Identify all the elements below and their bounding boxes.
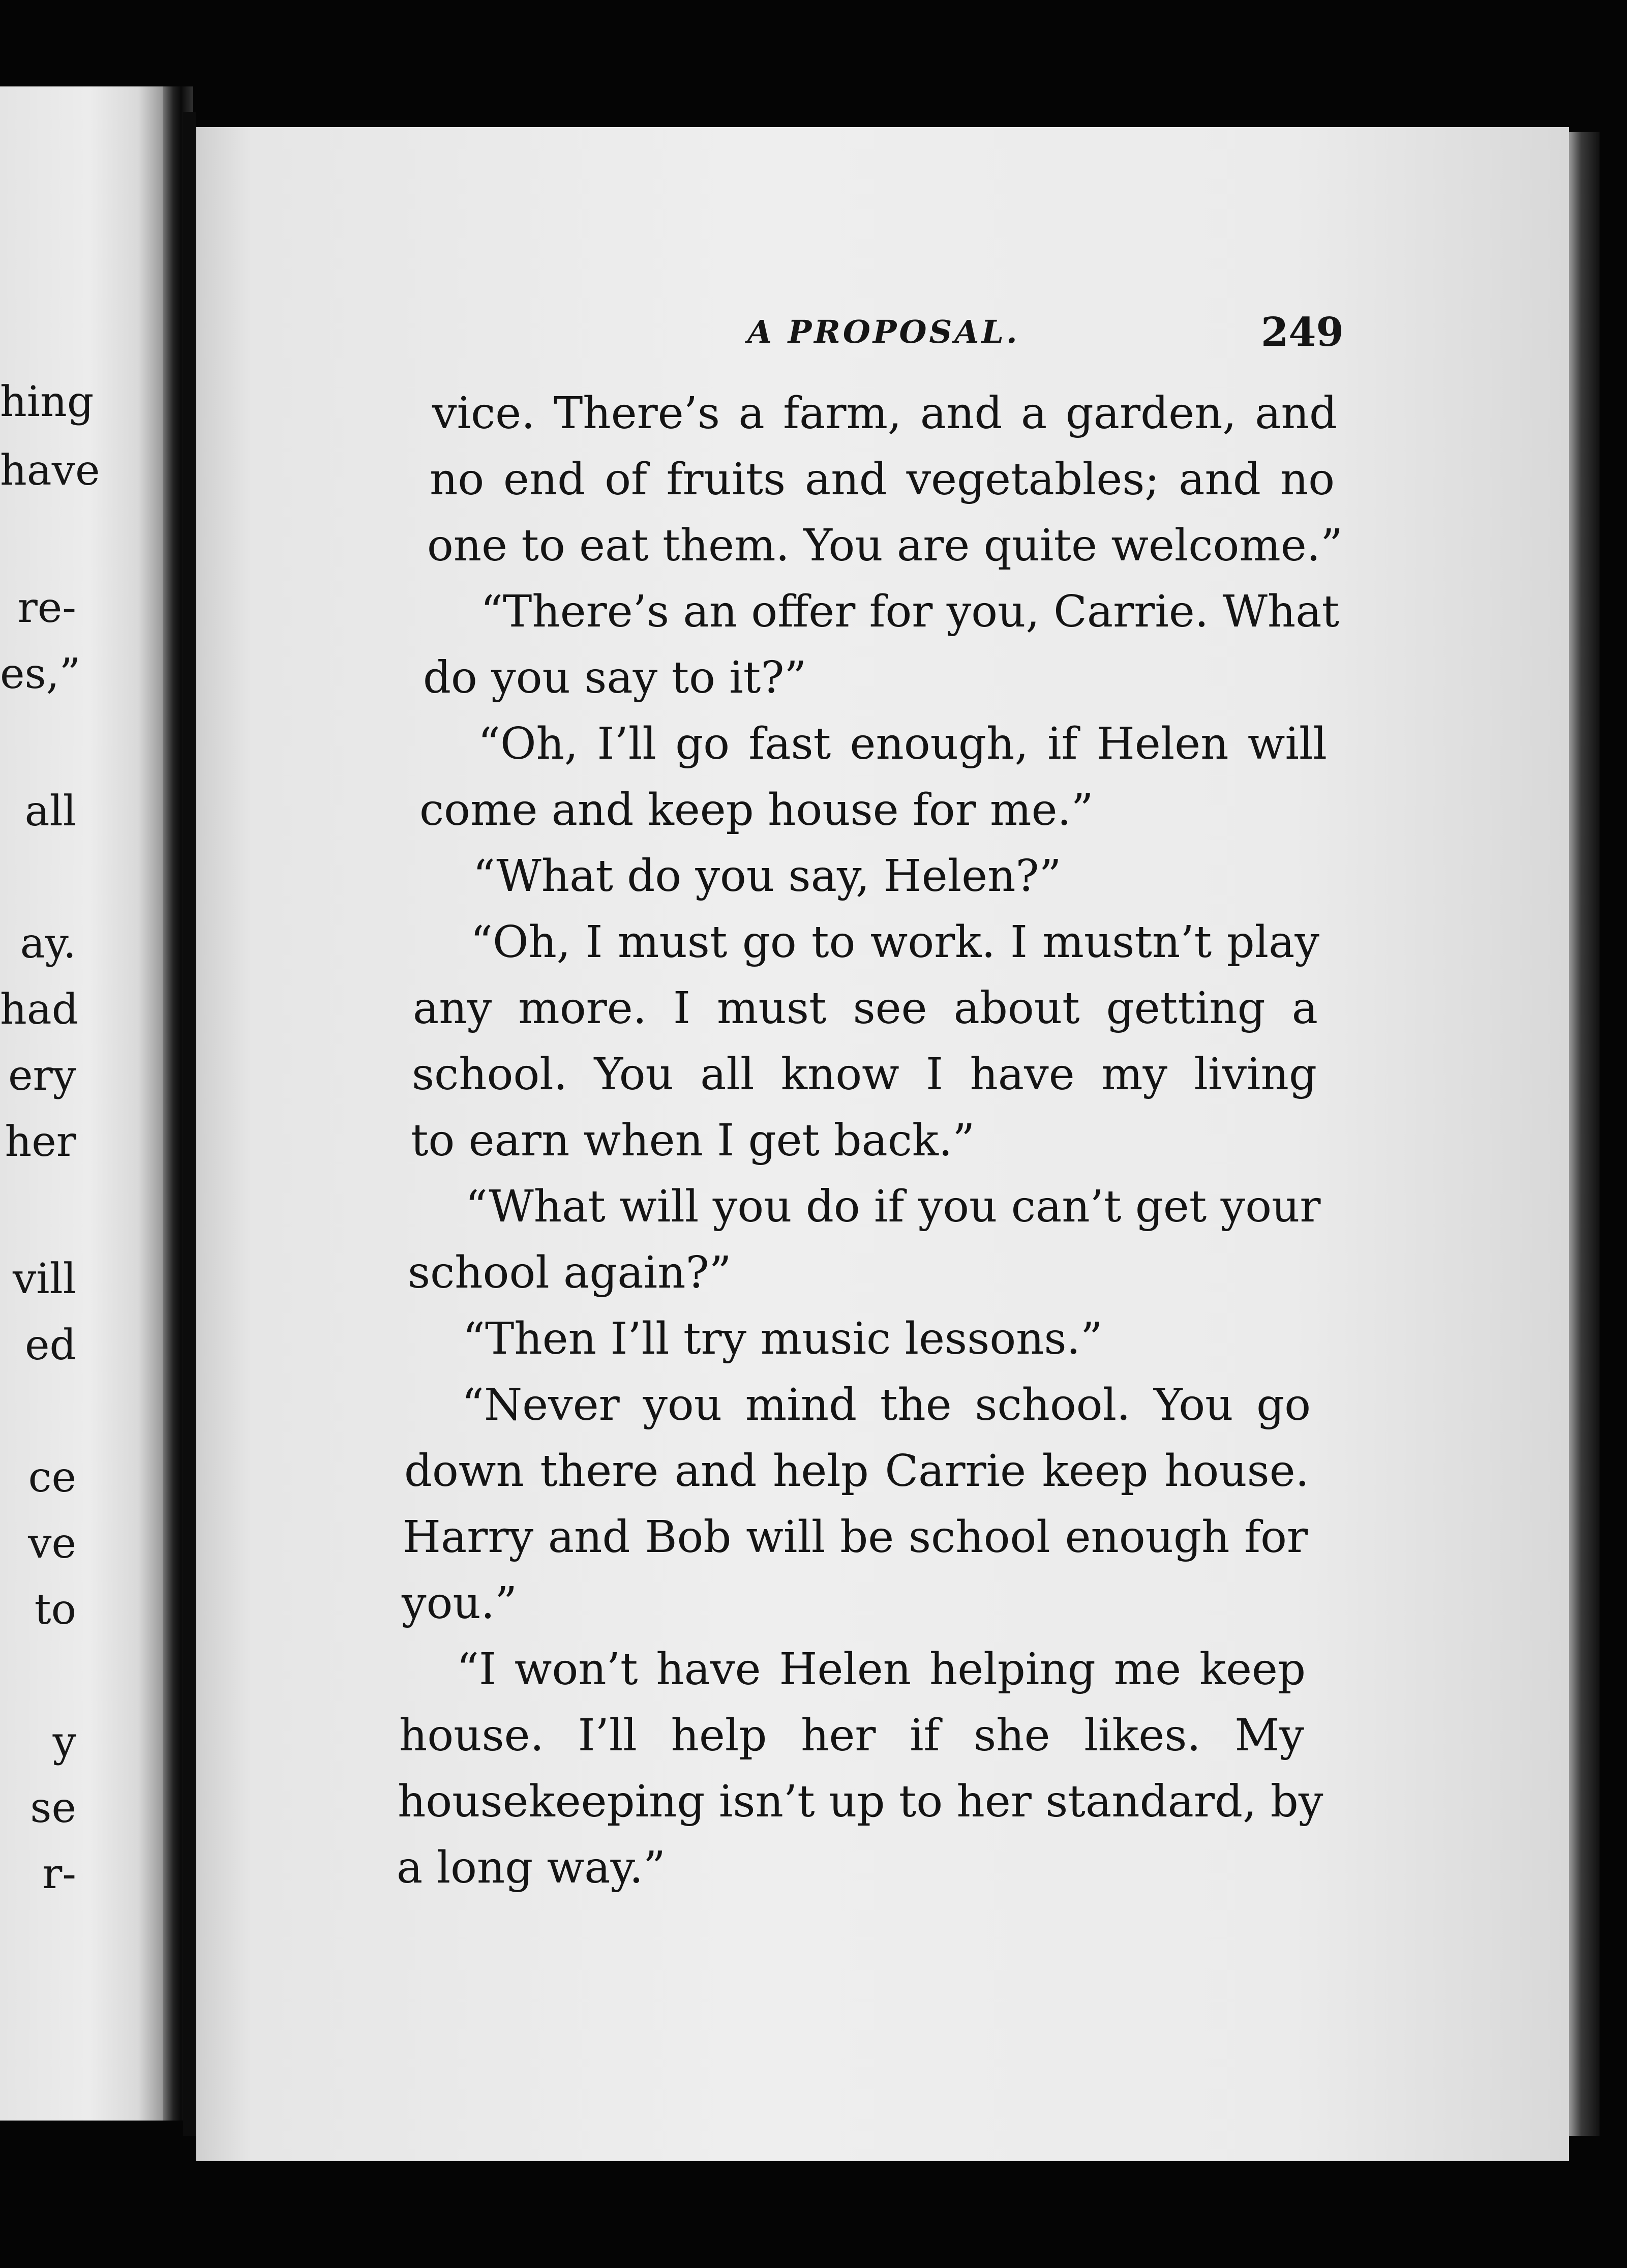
page-binding-edge bbox=[183, 112, 196, 2136]
text-line: you.” bbox=[402, 1578, 518, 1629]
text-line: “Then I’ll try music lessons.” bbox=[463, 1314, 1103, 1364]
text-line: “What will you do if you can’t get your bbox=[465, 1181, 1321, 1232]
left-page-fragment: ce bbox=[28, 1453, 76, 1502]
left-page-fragment: her bbox=[5, 1118, 76, 1166]
previous-page-edge bbox=[0, 86, 163, 2121]
text-line: no end of fruits and vegetables; and no bbox=[430, 454, 1335, 505]
text-line: “Never you mind the school. You go bbox=[462, 1380, 1311, 1430]
text-line: come and keep house for me.” bbox=[419, 785, 1094, 835]
text-line: “What do you say, Helen?” bbox=[473, 851, 1062, 902]
left-page-fragment: ay. bbox=[20, 919, 76, 968]
text-line: any more. I must see about getting a bbox=[413, 983, 1318, 1034]
text-line: to earn when I get back.” bbox=[411, 1115, 975, 1166]
left-page-fragment: r- bbox=[42, 1850, 76, 1898]
page-number: 249 bbox=[1261, 309, 1344, 355]
left-page-fragment: vill bbox=[12, 1255, 76, 1303]
left-page-fragment: es,” bbox=[0, 650, 81, 698]
text-line: school again?” bbox=[408, 1247, 732, 1298]
text-line: a long way.” bbox=[397, 1842, 666, 1893]
left-page-fragment: se bbox=[30, 1784, 76, 1832]
left-page-fragment: ve bbox=[28, 1519, 76, 1568]
text-line: one to eat them. You are quite welcome.” bbox=[427, 520, 1343, 571]
text-line: school. You all know I have my living bbox=[412, 1049, 1317, 1100]
left-page-fragment: to bbox=[34, 1586, 76, 1634]
left-page-fragment: ery bbox=[8, 1052, 76, 1100]
running-head: A PROPOSAL. bbox=[747, 313, 1020, 350]
text-line: “There’s an offer for you, Carrie. What bbox=[480, 586, 1340, 637]
left-page-fragment: have bbox=[0, 446, 100, 495]
text-line: “Oh, I must go to work. I mustn’t play bbox=[470, 917, 1319, 968]
left-page-fragment: all bbox=[24, 787, 76, 835]
left-page-fragment: had bbox=[0, 986, 79, 1034]
text-line: do you say to it?” bbox=[423, 652, 807, 703]
left-page-fragment: re- bbox=[17, 584, 76, 632]
text-line: Harry and Bob will be school enough for bbox=[403, 1512, 1308, 1563]
left-page-fragment: y bbox=[52, 1718, 76, 1766]
text-line: “I won’t have Helen helping me keep bbox=[457, 1644, 1306, 1695]
text-line: “Oh, I’ll go fast enough, if Helen will bbox=[478, 719, 1327, 769]
left-page-fragment: ed bbox=[24, 1321, 76, 1369]
text-line: down there and help Carrie keep house. bbox=[404, 1446, 1309, 1497]
page-right-edge bbox=[1569, 132, 1600, 2136]
text-line: house. I’ll help her if she likes. My bbox=[399, 1710, 1304, 1761]
text-line: housekeeping isn’t up to her standard, by bbox=[398, 1776, 1323, 1827]
left-page-fragment: hing bbox=[0, 378, 94, 426]
text-line: vice. There’s a farm, and a garden, and bbox=[432, 388, 1337, 439]
